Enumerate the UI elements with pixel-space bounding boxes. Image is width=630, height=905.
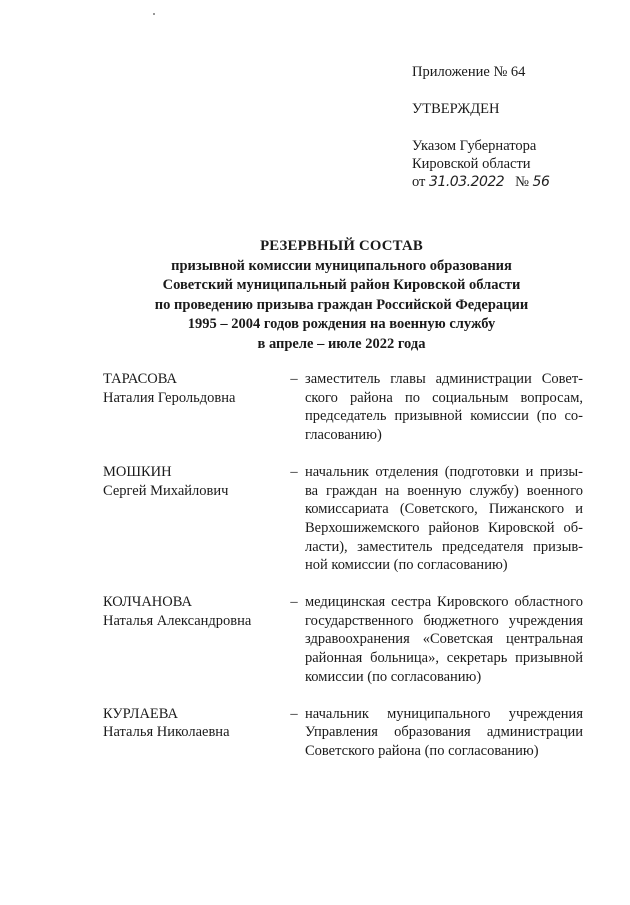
member-given-name: Наталья Николаевна — [103, 724, 230, 741]
members-list — [103, 370, 583, 761]
member-role-line: Советского района (по согласованию) — [305, 742, 539, 759]
member-role — [305, 463, 583, 575]
member-role-line: заместитель главы администрации Совет- — [305, 371, 583, 387]
member-role-line: ва граждан на военную службу) военного — [305, 482, 583, 499]
member-dash: – — [290, 371, 298, 387]
appendix-number: Приложение № 64 — [412, 64, 526, 80]
member-role-line: комиссариата (Советского, Пижанского и — [305, 501, 583, 518]
member-role-line: начальник отделения (подготовки и призы- — [305, 463, 583, 480]
member-name — [103, 370, 283, 445]
member-role — [305, 705, 583, 761]
member-role-line: здравоохранения «Советская центральная — [305, 631, 583, 648]
title-line-2: призывной комиссии муниципального образования — [171, 257, 512, 274]
member-role-line: медицинская сестра Кировского областного — [305, 594, 583, 611]
member-dash: – — [290, 705, 298, 722]
number-prefix: № — [515, 174, 529, 190]
title-line-3: Советский муниципальный район Кировской области — [162, 277, 521, 294]
decree-date-line — [412, 173, 612, 191]
member-entry — [103, 593, 583, 687]
scan-speck — [153, 13, 155, 15]
member-role-line: ласти), заместитель председателя призыв- — [305, 538, 583, 555]
member-role-line: Верхошижемского районов Кировской об- — [305, 519, 583, 536]
member-entry — [103, 463, 583, 575]
member-surname: КОЛЧАНОВА — [103, 594, 192, 611]
title-line-5: 1995 – 2004 годов рождения на военную службу — [187, 316, 496, 333]
member-given-name: Сергей Михайлович — [103, 482, 229, 499]
document-title — [0, 237, 630, 355]
member-role — [305, 593, 583, 687]
member-role-line: начальник муниципального учреждения — [305, 705, 583, 722]
member-entry — [103, 370, 583, 445]
member-surname: ТАРАСОВА — [103, 371, 177, 387]
member-name — [103, 705, 283, 761]
decree-line-1: Указом Губернатора — [412, 138, 537, 154]
member-role-line: председатель призывной комиссии (по со- — [305, 408, 583, 425]
title-line-6: в апреле – июле 2022 года — [257, 335, 426, 352]
handwritten-date: 31.03.2022 — [429, 174, 505, 190]
member-dash: – — [290, 463, 298, 480]
member-role-line: гласованию) — [305, 427, 382, 444]
approved-label: УТВЕРЖДЕН — [412, 101, 500, 117]
member-given-name: Наталья Александровна — [103, 612, 252, 629]
member-dash: – — [290, 594, 298, 611]
member-name — [103, 463, 283, 575]
decree-line-2: Кировской области — [412, 156, 531, 172]
member-role-line: ского района по социальным вопросам, — [305, 389, 583, 406]
member-role-line: государственного бюджетного учреждения — [305, 612, 583, 629]
member-surname: КУРЛАЕВА — [103, 705, 179, 722]
member-surname: МОШКИН — [103, 463, 172, 480]
handwritten-number: 56 — [532, 174, 550, 190]
member-role-line: ной комиссии (по согласованию) — [305, 557, 508, 574]
member-role-line: Управления образования администрации — [305, 724, 583, 741]
title-line-4: по проведению призыва граждан Российской Федерации — [154, 296, 529, 313]
member-role-line: комиссии (по согласованию) — [305, 668, 482, 685]
member-name — [103, 593, 283, 687]
date-prefix: от — [412, 174, 426, 190]
title-main: РЕЗЕРВНЫЙ СОСТАВ — [260, 238, 423, 254]
approval-header — [412, 63, 612, 191]
member-given-name: Наталия Герольдовна — [103, 389, 236, 406]
member-role-line: районная больница», секретарь призывной — [305, 650, 583, 667]
member-entry — [103, 705, 583, 761]
member-role — [305, 370, 583, 445]
